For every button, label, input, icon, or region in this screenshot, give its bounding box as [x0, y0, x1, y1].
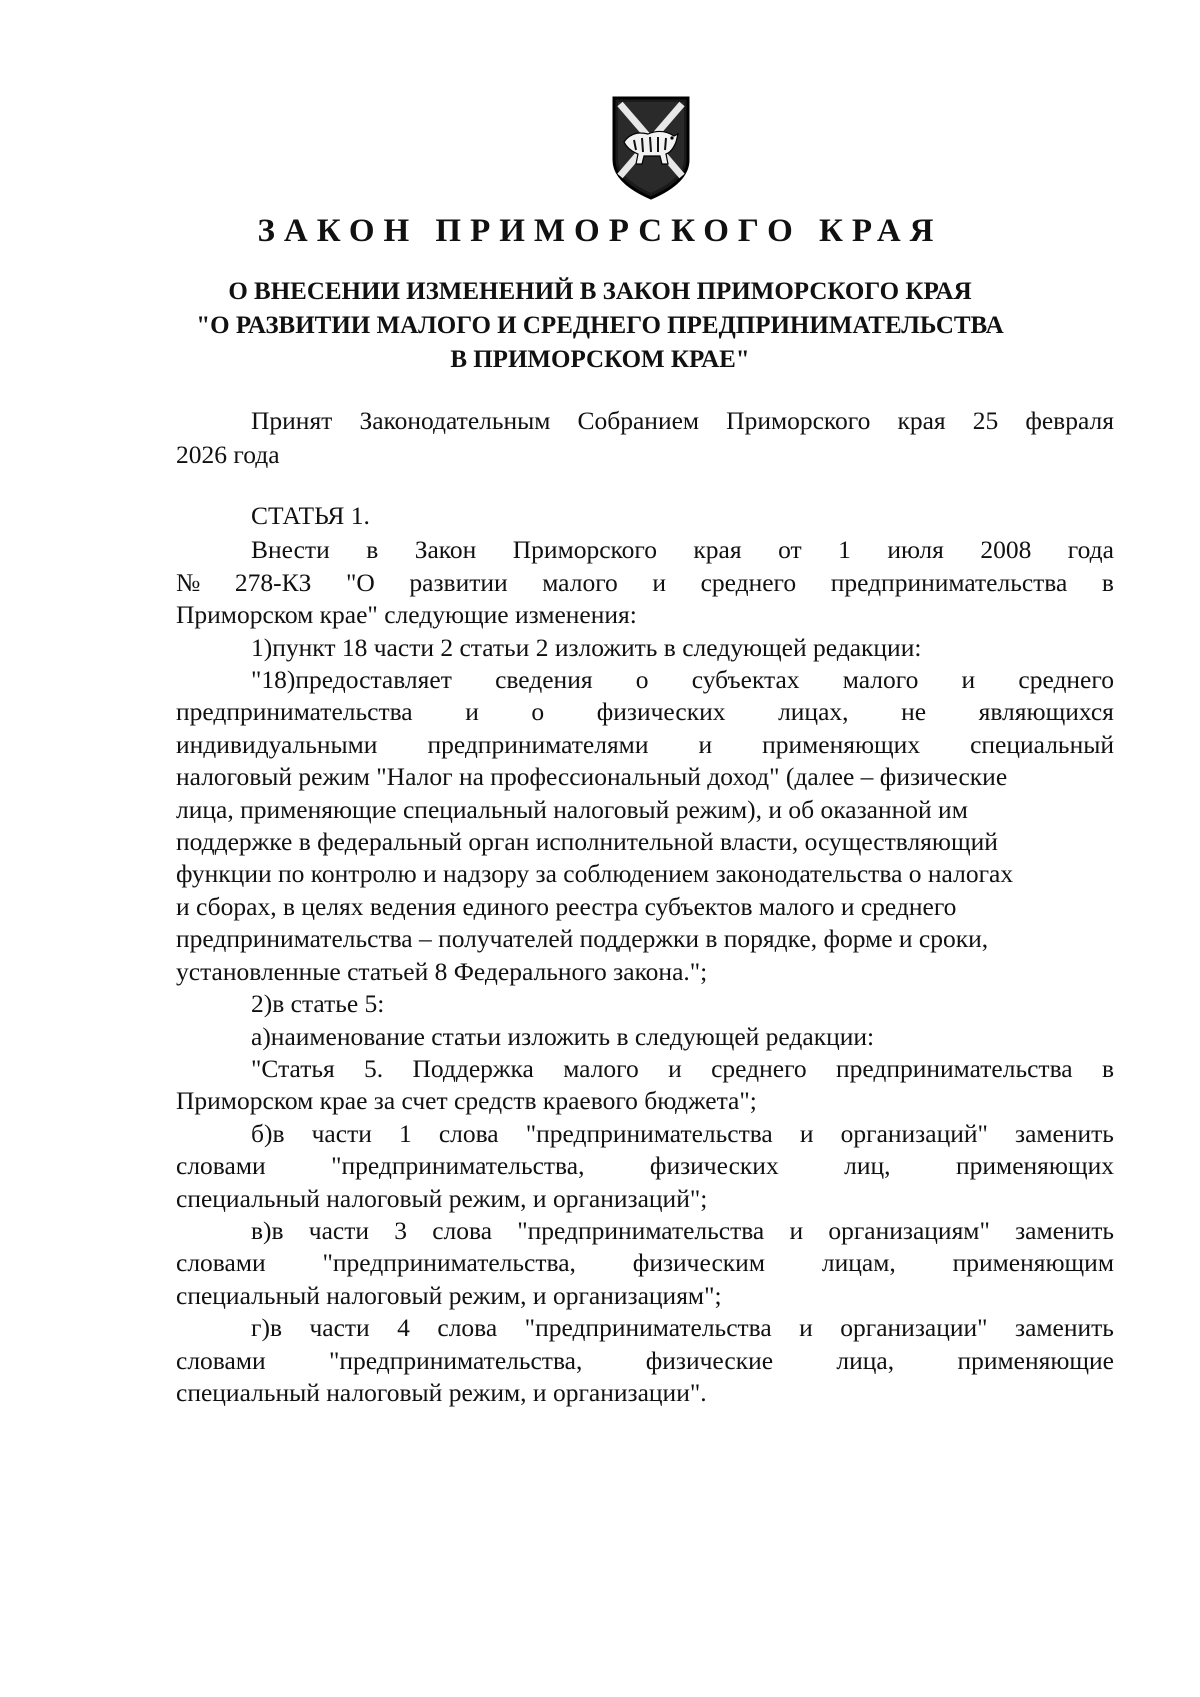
word: и: [961, 665, 976, 695]
word: специальный: [970, 729, 1114, 759]
coat-of-arms-icon: [612, 94, 690, 200]
word: предпринимательства: [176, 697, 413, 727]
word: предпринимательства: [830, 567, 1068, 597]
article-heading: СТАТЬЯ 1.: [251, 501, 370, 530]
word: Приморского: [726, 406, 871, 435]
word: 1: [398, 1118, 412, 1148]
word: в: [366, 535, 379, 565]
word: "предпринимательства,: [322, 1248, 576, 1278]
word: и: [789, 1215, 804, 1245]
word: предпринимателями: [427, 729, 649, 759]
word: 1: [838, 535, 851, 565]
word: индивидуальными: [176, 729, 378, 759]
word: организации": [840, 1313, 988, 1343]
text-line: специальный налоговый режим, и организации".: [176, 1377, 707, 1407]
word: заменить: [1015, 1118, 1114, 1148]
word: 278-КЗ: [234, 567, 312, 597]
word: применяющих: [762, 729, 921, 759]
word: лиц,: [844, 1151, 891, 1181]
word: в: [1101, 1053, 1114, 1083]
word: физических: [649, 1151, 779, 1181]
word: "18)предоставляет: [251, 665, 452, 695]
text-line: и сборах, в целях ведения единого реестра субъектов малого и среднего: [176, 891, 957, 921]
word: заменить: [1015, 1215, 1114, 1245]
word: слова: [437, 1313, 498, 1343]
text-line: [176, 1345, 1114, 1377]
adoption-line: [176, 404, 1114, 438]
text-line: [176, 1215, 1114, 1247]
word: "предпринимательства: [517, 1215, 765, 1245]
word: слова: [432, 1215, 493, 1245]
word: применяющим: [952, 1248, 1114, 1278]
word: заменить: [1015, 1313, 1114, 1343]
word: Приморского: [512, 535, 657, 565]
item-1-text: [176, 664, 1114, 988]
word: малого: [542, 567, 618, 597]
word: края: [693, 535, 742, 565]
text-line: специальный налоговый режим, и организаций";: [176, 1183, 708, 1213]
text-line: поддержке в федеральный орган исполнительной власти, осуществляющий: [176, 827, 998, 857]
word: Закон: [414, 535, 477, 565]
word: Законодательным: [359, 406, 551, 435]
text-line: функции по контролю и надзору за соблюдением законодательства о налогах: [176, 859, 1014, 889]
word: "О: [346, 567, 375, 597]
word: части: [309, 1313, 370, 1343]
word: являющихся: [978, 697, 1114, 727]
word: среднего: [1018, 665, 1114, 695]
text-line: налоговый режим "Налог на профессиональный доход" (далее – физические: [176, 762, 1008, 792]
text-line: предпринимательства – получателей поддержки в порядке, форме и сроки,: [176, 924, 989, 954]
word: и: [668, 1053, 682, 1083]
word: "предпринимательства: [525, 1118, 773, 1148]
text-line: [176, 1053, 1114, 1085]
word: "предпринимательства: [524, 1313, 772, 1343]
word: сведения: [495, 665, 593, 695]
text-line: [176, 1150, 1114, 1182]
text-line: [176, 567, 1114, 599]
word: "предпринимательства,: [328, 1345, 583, 1375]
word: и: [698, 729, 713, 759]
text-line: Приморском крае за счет средств краевого бюджета";: [176, 1086, 757, 1116]
word: физическим: [632, 1248, 765, 1278]
word: о: [531, 697, 545, 727]
word: Принят: [251, 406, 333, 435]
word: лица,: [836, 1345, 895, 1375]
word: не: [901, 697, 927, 727]
word: "Статья: [251, 1053, 335, 1083]
text-line: [176, 729, 1114, 761]
word: и: [799, 1313, 813, 1343]
subtitle-line: О ВНЕСЕНИИ ИЗМЕНЕНИЙ В ЗАКОН ПРИМОРСКОГО КРАЯ: [228, 278, 972, 305]
word: "предпринимательства,: [331, 1151, 585, 1181]
word: 3: [394, 1215, 407, 1245]
item-2g: [176, 1312, 1114, 1409]
article-intro: [176, 534, 1114, 631]
word: Внести: [251, 535, 330, 565]
word: среднего: [711, 1053, 807, 1083]
item-2b: [176, 1118, 1114, 1215]
word: применяющие: [957, 1345, 1114, 1375]
word: №: [176, 567, 201, 597]
word: 4: [397, 1313, 410, 1343]
text-line: лица, применяющие специальный налоговый режим), и об оказанной им: [176, 794, 968, 824]
text-line: установленные статьей 8 Федерального закона.";: [176, 956, 708, 986]
word: г)в: [251, 1313, 282, 1343]
word: физические: [645, 1345, 774, 1375]
word: Собранием: [577, 406, 700, 435]
word: малого: [842, 665, 919, 695]
item-2v: [176, 1215, 1114, 1312]
text-line: [176, 1312, 1114, 1344]
word: предпринимательства: [835, 1053, 1073, 1083]
word: б)в: [251, 1118, 285, 1148]
item-1-heading: 1)пункт 18 части 2 статьи 2 изложить в следующей редакции:: [251, 632, 922, 662]
text-line: специальный налоговый режим, и организациям";: [176, 1280, 722, 1310]
word: и: [652, 567, 666, 597]
item-2a-heading: а)наименование статьи изложить в следующей редакции:: [251, 1021, 875, 1051]
word: края: [897, 406, 946, 435]
word: словами: [176, 1248, 266, 1278]
word: года: [1067, 535, 1114, 565]
text-line: [176, 534, 1114, 566]
text-line: [176, 1118, 1114, 1150]
adoption-note: [176, 404, 1114, 472]
word: организаций": [840, 1118, 988, 1148]
word: 25: [972, 406, 999, 435]
word: части: [311, 1118, 372, 1148]
word: словами: [176, 1151, 266, 1181]
word: февраля: [1025, 406, 1114, 435]
item-2a-text: [176, 1053, 1114, 1118]
word: словами: [176, 1345, 266, 1375]
law-title: ЗАКОН ПРИМОРСКОГО КРАЯ: [257, 213, 943, 249]
item-2-heading: 2)в статье 5:: [251, 989, 385, 1019]
word: и: [799, 1118, 814, 1148]
text-line: Приморском крае" следующие изменения:: [176, 600, 637, 630]
word: 2008: [980, 535, 1032, 565]
word: применяющих: [956, 1151, 1114, 1181]
law-subtitle: [150, 275, 1050, 377]
word: лицах,: [778, 697, 849, 727]
word: в: [1101, 567, 1114, 597]
text-line: [176, 1247, 1114, 1279]
word: организациям": [828, 1215, 990, 1245]
text-line: [176, 696, 1114, 728]
word: части: [308, 1215, 370, 1245]
word: июля: [887, 535, 944, 565]
adoption-line: 2026 года: [176, 440, 280, 469]
word: субъектах: [691, 665, 800, 695]
word: развитии: [409, 567, 508, 597]
word: слова: [438, 1118, 499, 1148]
word: в)в: [251, 1215, 284, 1245]
subtitle-line: "О РАЗВИТИИ МАЛОГО И СРЕДНЕГО ПРЕДПРИНИМАТЕЛЬСТВА: [196, 312, 1004, 339]
word: и: [465, 697, 479, 727]
word: о: [635, 665, 649, 695]
word: физических: [596, 697, 726, 727]
article-body: [176, 500, 1114, 1409]
word: Поддержка: [412, 1053, 534, 1083]
subtitle-line: В ПРИМОРСКОМ КРАЕ": [450, 346, 750, 373]
word: 5.: [364, 1053, 384, 1083]
word: лицам,: [821, 1248, 896, 1278]
text-line: [176, 664, 1114, 696]
word: среднего: [700, 567, 797, 597]
word: малого: [563, 1053, 639, 1083]
word: от: [778, 535, 802, 565]
